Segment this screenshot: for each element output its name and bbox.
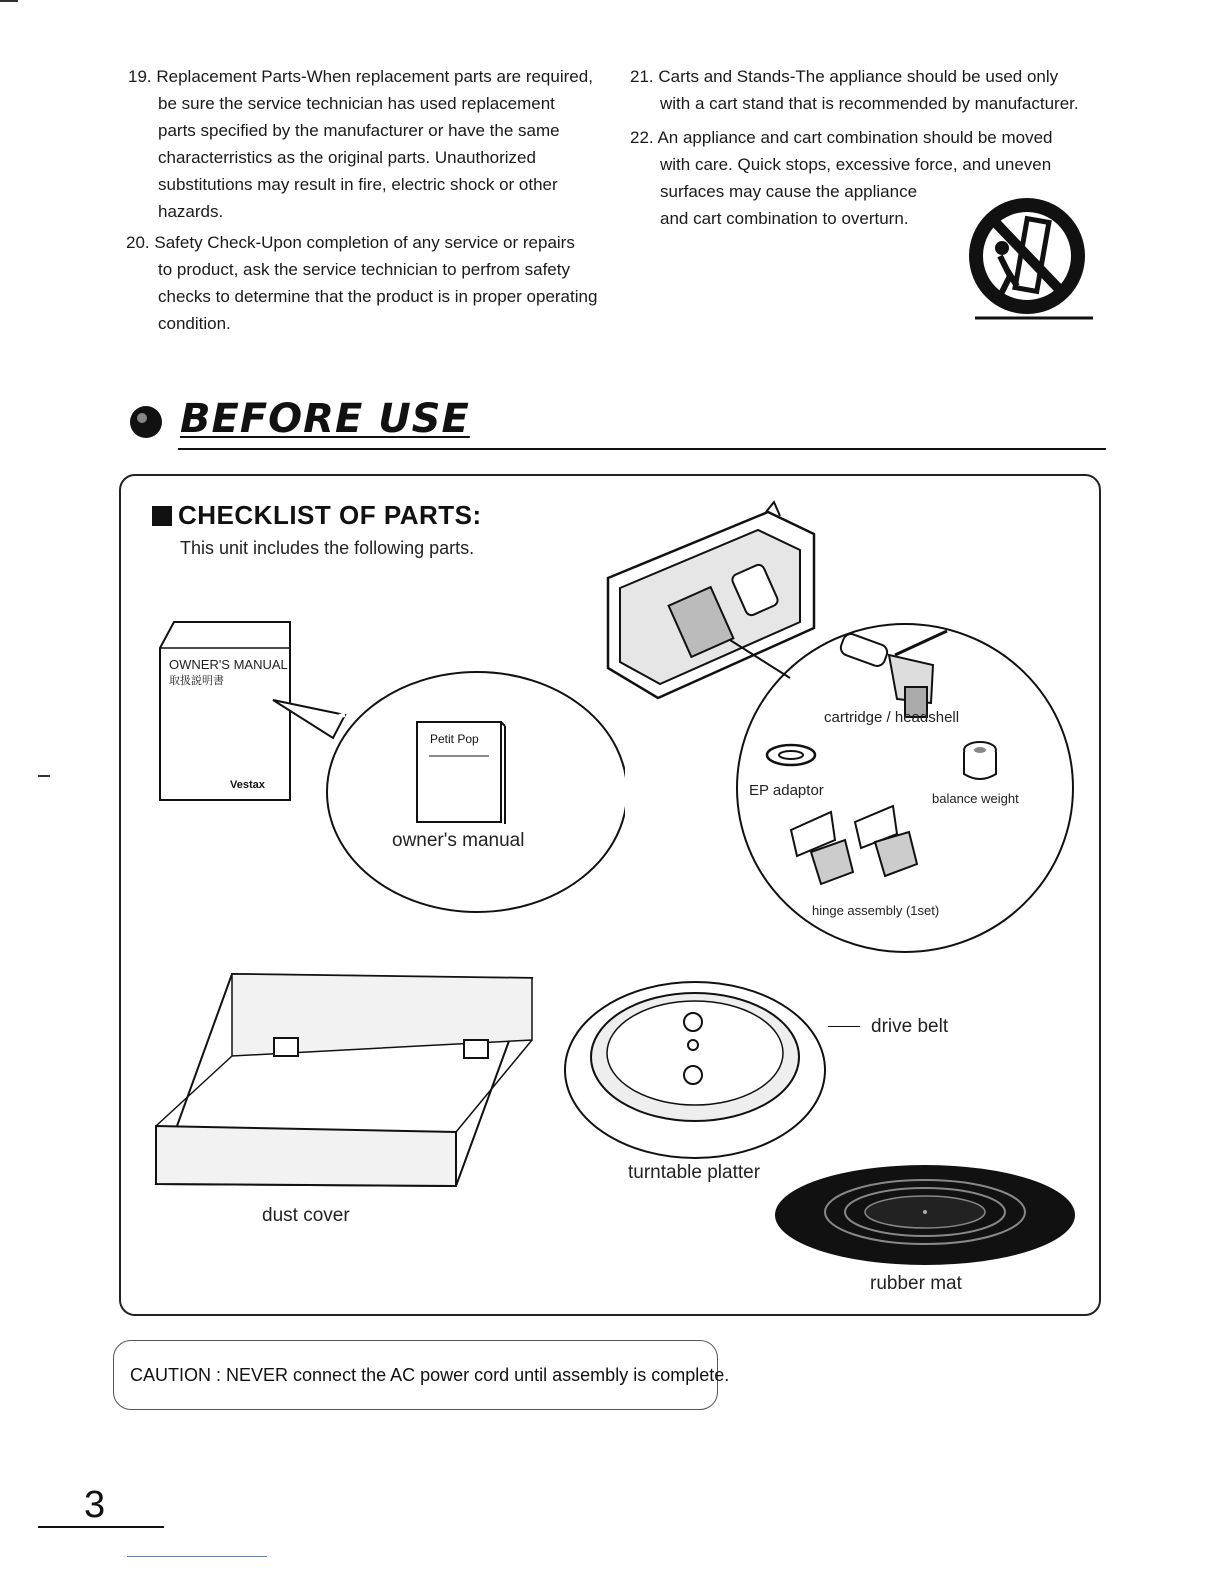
safety-line: Replacement Parts-When replacement parts are required, [156,67,593,86]
checklist-title [152,500,482,531]
dust-cover-illustration [150,968,540,1196]
rubber-mat-label: rubber mat [870,1273,962,1294]
corner-crop-mark [0,0,18,2]
safety-line: substitutions may result in fire, electric shock or other [158,175,558,194]
safety-line: An appliance and cart combination should be moved [657,128,1053,147]
safety-line: surfaces may cause the appliance [660,182,918,201]
turntable-platter-label: turntable platter [628,1162,761,1183]
page-number-rule [38,1526,164,1528]
section-rule [178,448,1106,450]
safety-line: checks to determine that the product is in proper operating [158,287,598,306]
ep-adaptor-icon [763,742,819,768]
drive-belt-leader [828,1026,860,1027]
safety-item-number: 22. [630,128,654,147]
checklist-subtitle: This unit includes the following parts. [180,538,475,558]
square-bullet-icon [152,506,172,526]
bullet-circle-icon [128,404,164,440]
safety-line: parts specified by the manufacturer or have the same [158,121,560,140]
safety-line: condition. [158,314,231,333]
safety-line: with a cart stand that is recommended by manufacturer. [660,94,1079,113]
safety-item-19 [128,63,608,225]
manual-cover-title: OWNER'S MANUAL [169,657,288,672]
balance-weight-icon [955,738,1005,788]
safety-line: Safety Check-Upon completion of any service or repairs [154,233,575,252]
manual-cover-brand: Vestax [230,779,265,791]
caution-text: CAUTION : NEVER connect the AC power cord until assembly is complete. [130,1365,730,1385]
hinge-assembly-label: hinge assembly (1set) [812,903,940,918]
manual-cover-subtitle: 取扱説明書 [169,675,224,687]
safety-line: hazards. [158,202,224,221]
bottom-rule [127,1556,267,1557]
hinge-assembly-icon [785,800,925,890]
side-crop-mark [38,775,50,777]
balance-weight-label: balance weight [932,791,1019,806]
safety-item-number: 21. [630,67,654,86]
section-title: BEFORE USE [180,396,470,442]
rubber-mat-illustration [770,1160,1080,1270]
safety-line: to product, ask the service technician to perfrom safety [158,260,570,279]
page-number: 3 [84,1484,106,1526]
drive-belt-label: drive belt [871,1016,949,1037]
owners-manual-label: owner's manual [392,830,525,851]
safety-line: be sure the service technician has used replacement [158,94,555,113]
safety-item-number: 19. [128,67,152,86]
safety-line: and cart combination to overturn. [660,209,909,228]
ep-adaptor-label: EP adaptor [749,782,824,799]
safety-line: characterristics as the original parts. Unauthorized [158,148,536,167]
safety-item-number: 20. [126,233,150,252]
safety-line: Carts and Stands-The appliance should be used only [658,67,1059,86]
safety-line: with care. Quick stops, excessive force, and uneven [660,155,1052,174]
cart-tip-over-warning-icon [955,190,1095,330]
dust-cover-label: dust cover [262,1205,350,1226]
turntable-platter-illustration [560,975,830,1165]
checklist-title-text: CHECKLIST OF PARTS: [178,500,482,530]
safety-item-20 [126,229,606,337]
safety-item-21 [630,63,1110,117]
cartridge-headshell-label: cartridge / headshell [824,709,960,726]
booklet-title: Petit Pop [430,732,479,746]
